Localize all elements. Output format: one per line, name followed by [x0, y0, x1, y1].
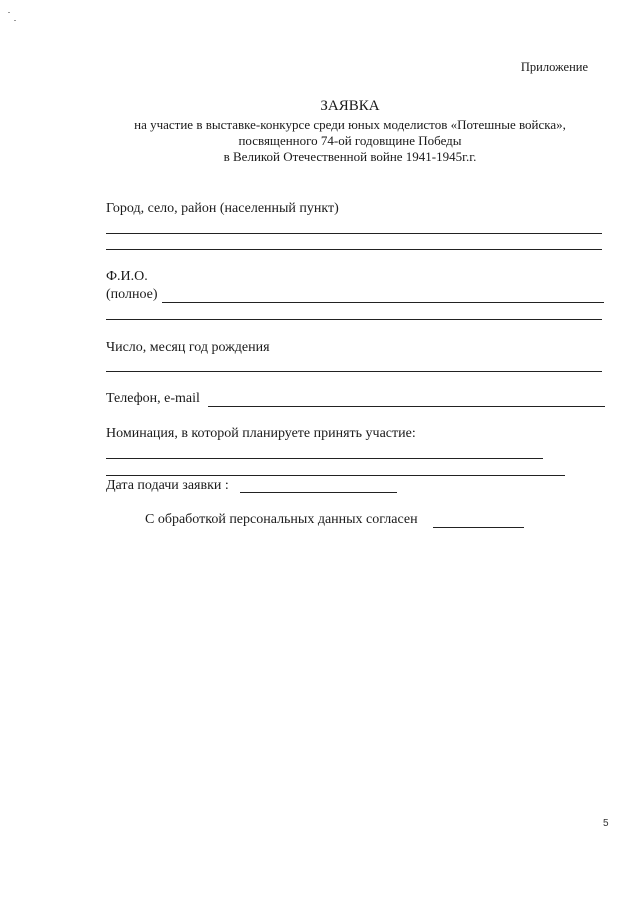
- fio-field-line-1[interactable]: [162, 302, 604, 303]
- nomination-field-line-1[interactable]: [106, 458, 543, 459]
- locality-field-line-1[interactable]: [106, 233, 602, 234]
- locality-field-line-2[interactable]: [106, 249, 602, 250]
- appendix-label: Приложение: [520, 60, 588, 74]
- birthdate-label: Число, месяц год рождения: [106, 340, 270, 355]
- fio-field-line-2[interactable]: [106, 319, 602, 320]
- submission-date-label: Дата подачи заявки :: [106, 478, 229, 493]
- birthdate-field-line[interactable]: [106, 371, 602, 372]
- submission-date-field-line[interactable]: [240, 492, 397, 493]
- page-number: 5: [603, 818, 609, 829]
- document-subtitle-line-3: в Великой Отечественной войне 1941-1945г.г.: [223, 149, 477, 164]
- contact-label: Телефон, e-mail: [106, 391, 200, 406]
- locality-label: Город, село, район (населенный пункт): [106, 201, 339, 216]
- consent-signature-line[interactable]: [433, 527, 524, 528]
- contact-field-line[interactable]: [208, 406, 605, 407]
- document-title: ЗАЯВКА: [320, 98, 380, 114]
- fio-label: Ф.И.О.: [106, 269, 148, 284]
- scan-speck: [14, 20, 16, 21]
- nomination-label: Номинация, в которой планируете принять участие:: [106, 426, 416, 441]
- document-subtitle-line-2: посвященного 74-ой годовщине Победы: [238, 133, 462, 148]
- consent-label: С обработкой персональных данных согласен: [145, 512, 418, 527]
- scan-speck: [8, 12, 10, 13]
- nomination-field-line-2[interactable]: [106, 475, 565, 476]
- document-subtitle-line-1: на участие в выставке-конкурсе среди юных моделистов «Потешные войска»,: [134, 117, 566, 132]
- fio-full-label: (полное): [106, 287, 158, 302]
